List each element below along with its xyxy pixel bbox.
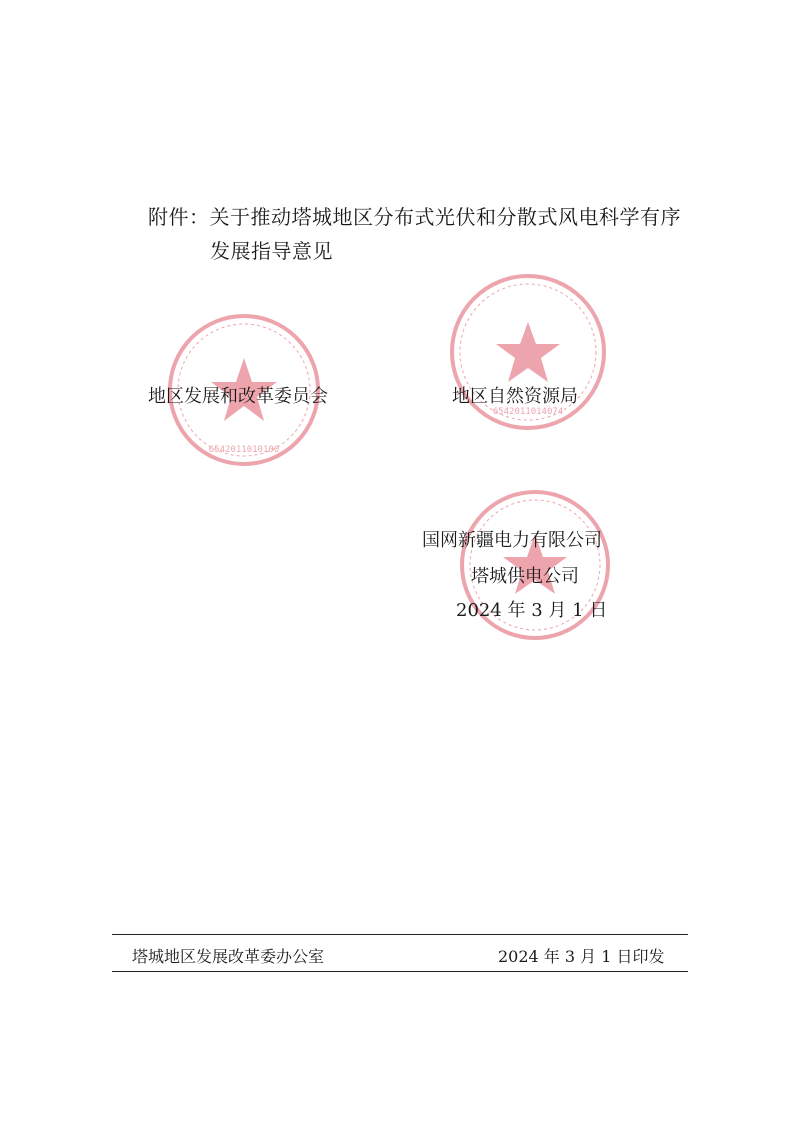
signature-org-natural-resources: 地区自然资源局 xyxy=(452,386,578,407)
footer-issuer: 塔城地区发展改革委办公室 xyxy=(132,947,325,966)
signature-org-development-reform: 地区发展和改革委员会 xyxy=(148,386,328,407)
attachment-title-line2: 发展指导意见 xyxy=(210,239,333,263)
footer-top-rule xyxy=(112,934,688,935)
signature-date: 2024 年 3 月 1 日 xyxy=(456,600,608,621)
seal2-code: 6542011014074 xyxy=(492,407,564,417)
seal-natural-resources-bureau xyxy=(448,272,608,432)
signature-org-tacheng-power: 塔城供电公司 xyxy=(471,566,579,587)
attachment-title xyxy=(148,200,681,268)
signature-org-state-grid: 国网新疆电力有限公司 xyxy=(422,530,602,551)
seal1-code: 6542011010100 xyxy=(208,445,280,455)
seal-star-icon xyxy=(496,322,560,382)
footer-print-date: 2024 年 3 月 1 日印发 xyxy=(498,947,665,966)
footer-bottom-rule xyxy=(112,971,688,972)
attachment-title-line1: 附件：关于推动塔城地区分布式光伏和分散式风电科学有序 xyxy=(148,205,681,229)
